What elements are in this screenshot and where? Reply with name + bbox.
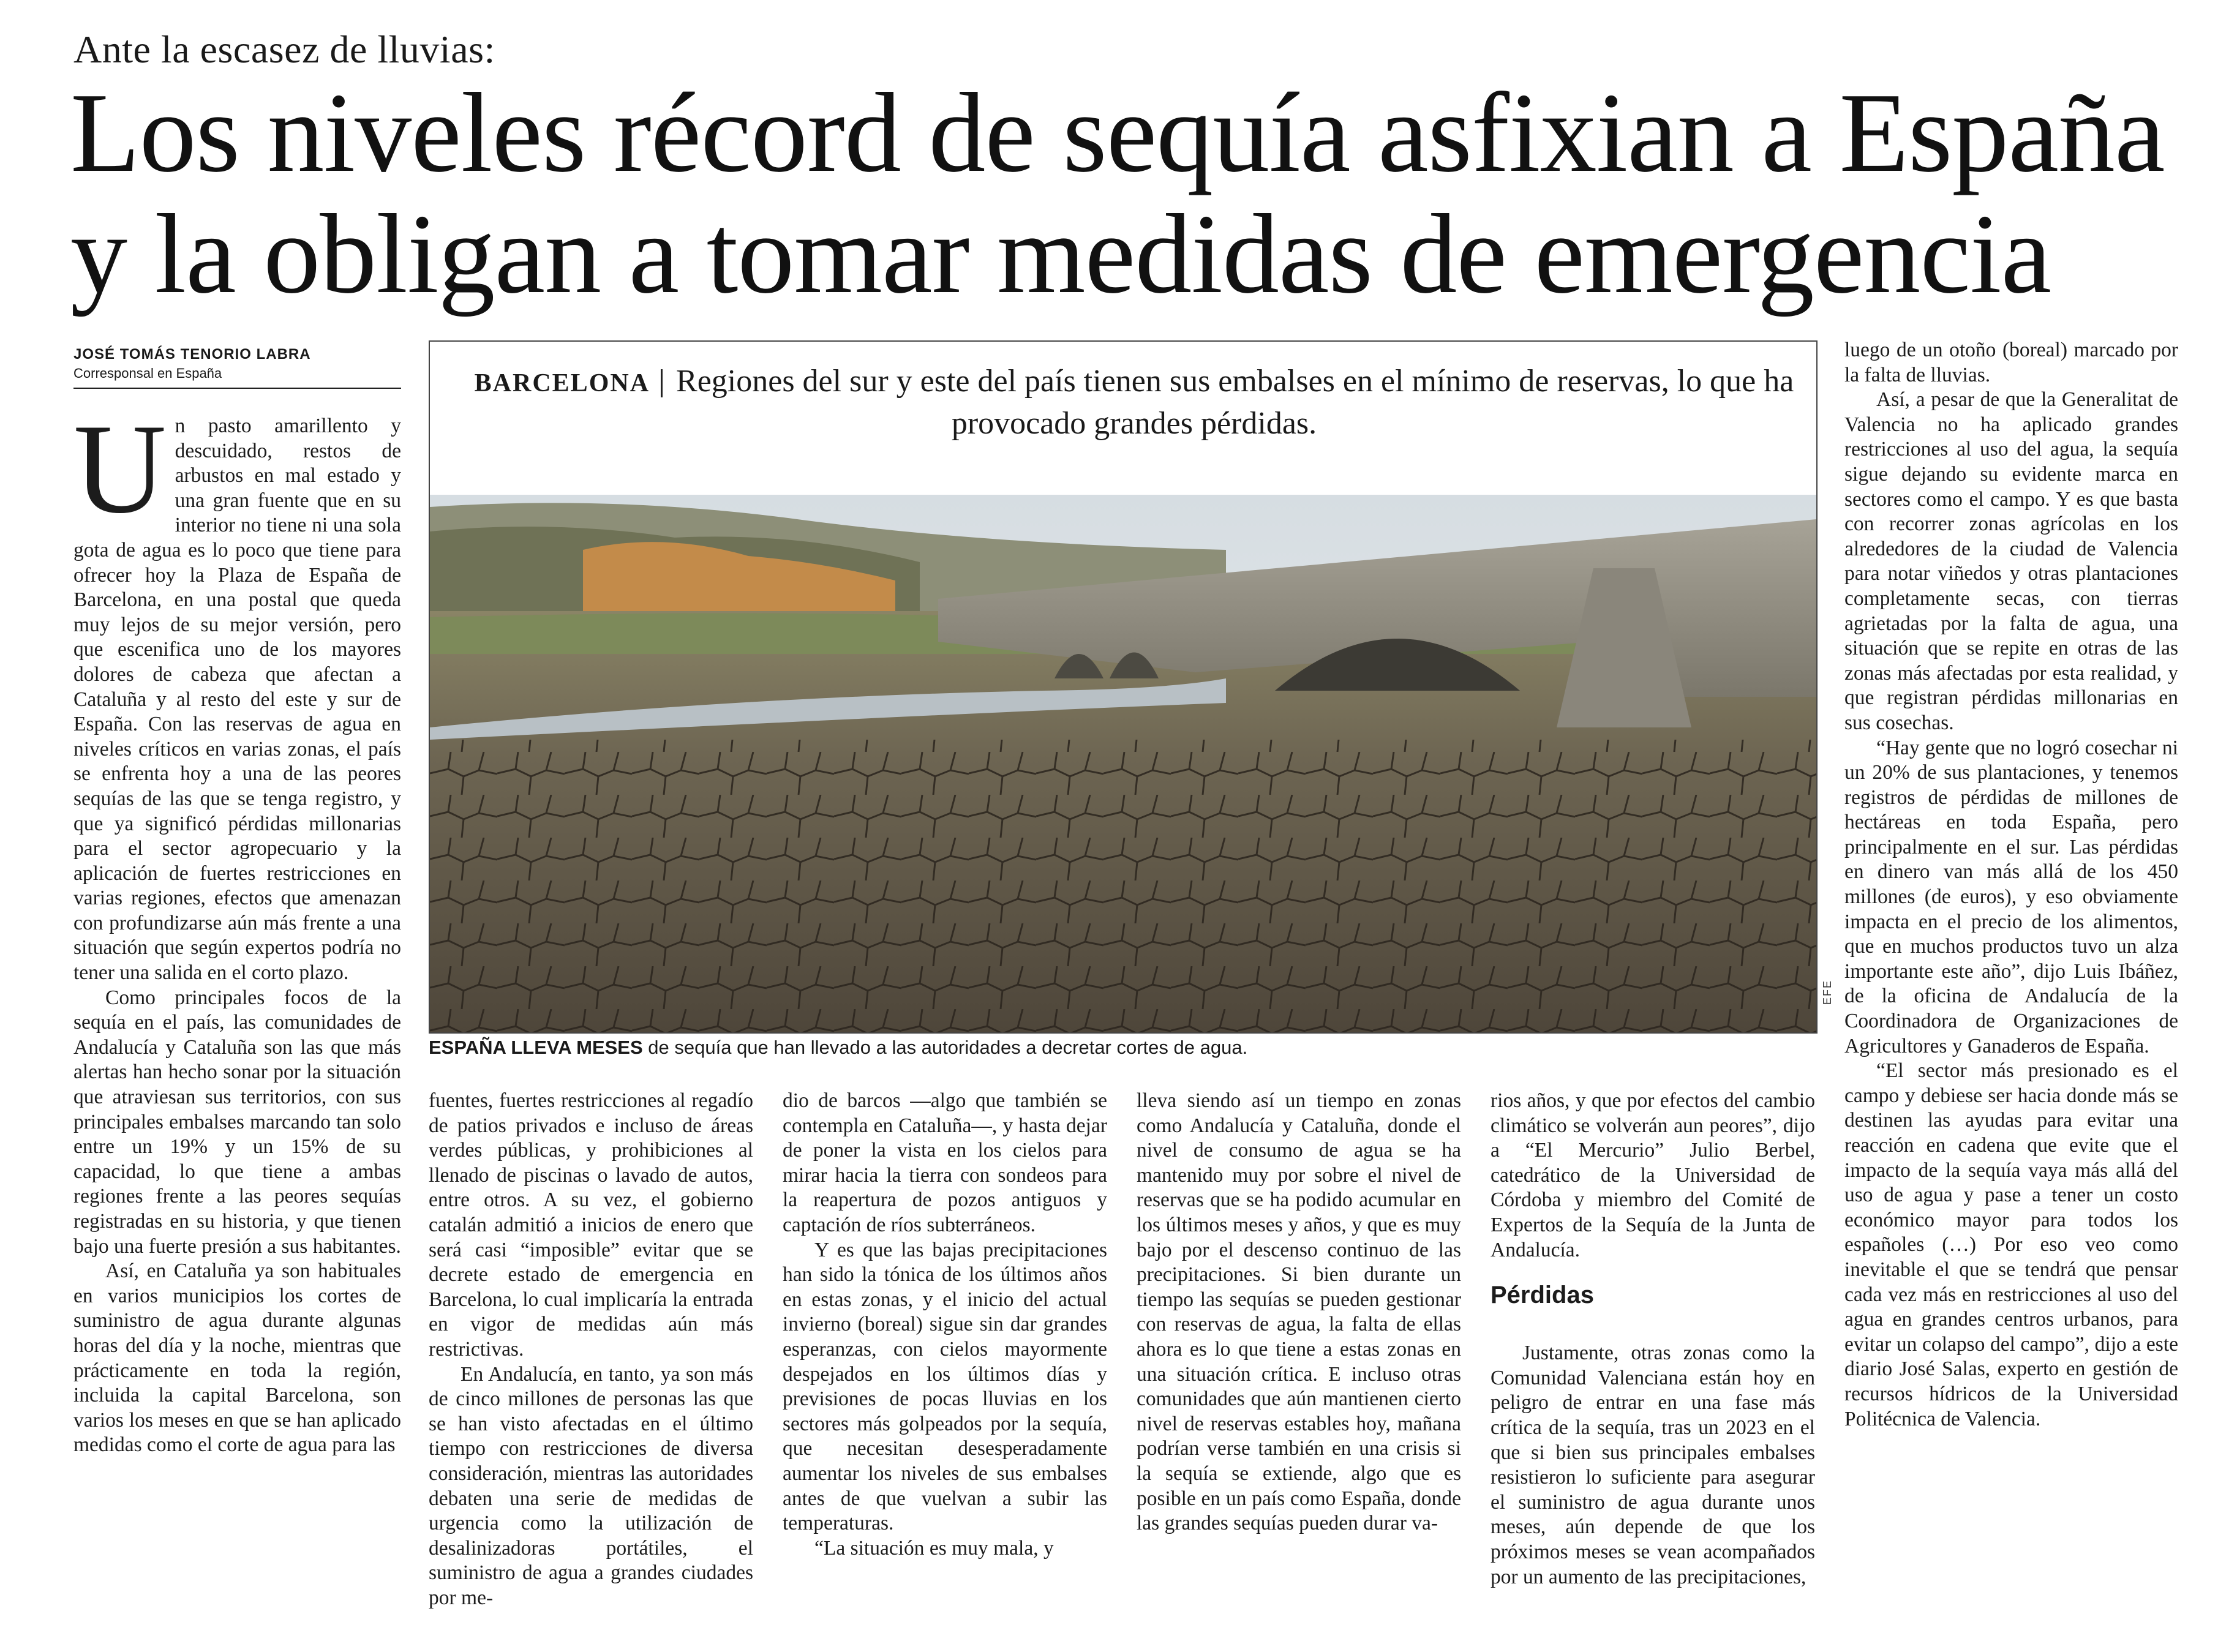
paragraph-5: En Andalucía, en tanto, ya son más de cinco millones de personas las que se han visto afectadas en el último tiempo con restricciones de diversa consideración, mientras las autoridades debaten una serie de medidas de urgencia como la utilización de desalinizadoras portátiles, el suministro de agua a grandes ciudades por me- bbox=[429, 1362, 753, 1609]
deck-text: Regiones del sur y este del país tienen sus embalses en el mínimo de reservas, lo que ha provocado grandes pérdidas. bbox=[676, 364, 1794, 441]
paragraph-15: “El sector más presionado es el campo y debiese ser hacia donde más se destinen las ayudas para evitar una reacción en cadena que evite que el impacto de la sequía vaya más allá del uso de agua y pase a tener un costo económico mayor para todos los españoles (…) Por eso veo como inevitable el que se tendrá que pensar cada vez más en restricciones al uso del agua en grandes centros urbanos, para evitar un colapso del campo”, dijo a este diario José Salas, experto en gestión de recursos hídricos de la Universidad Politécnica de Valencia. bbox=[1844, 1059, 2178, 1430]
column-3 bbox=[783, 1089, 1107, 1561]
paragraph-7: Y es que las bajas precipitaciones han sido la tónica de los últimos años en estas zonas, y el inicio del actual invierno (boreal) sigue sin dar grandes esperanzas, con cielos mayormente despejados en los últimos días y previsiones de pocas lluvias en los sectores más golpeados por la sequía, que necesitan desesperadamente aumentar los niveles de sus embalses antes de que vuelvan a subir las temperaturas. bbox=[783, 1238, 1107, 1535]
headline-line-1: Los niveles récord de sequía asfixian a España bbox=[70, 70, 2165, 196]
deck-location: BARCELONA bbox=[475, 369, 663, 397]
paragraph-11: Justamente, otras zonas como la Comunidad Valenciana están hoy en peligro de entrar en una fase más crítica de la sequía, tras un 2023 en el que si bien sus principales embalses resistieron lo suficiente para asegurar el suministro de agua durante unos meses, aún depende de que los próximos meses se vean acompañados por un aumento de las precipitaciones, bbox=[1491, 1342, 1815, 1588]
column-5 bbox=[1491, 1089, 1815, 1590]
byline-divider bbox=[73, 388, 401, 389]
kicker: Ante la escasez de lluvias: bbox=[73, 28, 495, 71]
paragraph-13: Así, a pesar de que la Generalitat de Valencia no ha aplicado grandes restricciones al uso del agua, la sequía sigue dejando su evidente marca en sectores como el campo. Y es que basta con recorrer zonas agrícolas en los alrededores de la ciudad de Valencia para notar viñedos y otras plantaciones completamente secas, con tierras agrietadas por la falta de agua, una situación que se repite en otras de las zonas más afectadas por esta realidad, y que registran pérdidas millonarias en sus cosechas. bbox=[1844, 388, 2178, 734]
author-role: Corresponsal en España bbox=[73, 366, 222, 381]
headline bbox=[70, 72, 2189, 315]
paragraph-8: “La situación es muy mala, y bbox=[814, 1536, 1054, 1560]
column-6 bbox=[1844, 338, 2178, 1432]
subhead-perdidas: Pérdidas bbox=[1491, 1282, 1594, 1309]
paragraph-4: fuentes, fuertes restricciones al regadío de patios privados e incluso de áreas verdes públicas, y prohibiciones al llenado de piscinas o lavado de autos, entre otros. A su vez, el gobierno catalán admitió a inicios de enero que será casi “imposible” evitar que se decrete estado de emergencia en Barcelona, lo cual implicaría la entrada en vigor de medidas aún más restrictivas. bbox=[429, 1089, 753, 1361]
deck bbox=[467, 361, 1802, 444]
column-1 bbox=[73, 398, 401, 1645]
byline bbox=[73, 346, 401, 389]
photo-credit: EFE bbox=[1821, 980, 1833, 1005]
paragraph-10: rios años, y que por efectos del cambio climático se volverán aun peores”, dijo a “El Mercurio” Julio Berbel, catedrático de la Universidad de Córdoba y miembro del Comité de Expertos de la Sequía de la Junta de Andalucía. bbox=[1491, 1089, 1815, 1261]
drought-photo bbox=[430, 495, 1816, 1034]
paragraph-9: lleva siendo así un tiempo en zonas como Andalucía y Cataluña, donde el nivel de consumo de agua se ha mantenido muy por sobre el nivel de reservas que se ha podido acumular en los últimos meses y años, y que es muy bajo por el descenso continuo de las precipitaciones. Si bien durante un tiempo las sequías se pueden gestionar con reservas de agua, la falta de ellas ahora es lo que tiene a estas zonas en una situación crítica. E incluso otras comunidades que aún mantienen cierto nivel de reservas estables hoy, mañana podrían verse también en una crisis si la sequía se extiende, algo que es posible en un país como España, donde las grandes sequías pueden durar va- bbox=[1137, 1089, 1461, 1535]
author-name: JOSÉ TOMÁS TENORIO LABRA bbox=[73, 346, 311, 362]
drop-cap: U bbox=[73, 398, 167, 540]
paragraph-12: luego de un otoño (boreal) marcado por la falta de lluvias. bbox=[1844, 339, 2178, 386]
photo-panel bbox=[429, 340, 1818, 1034]
paragraph-3: Así, en Cataluña ya son habituales en varios municipios los cortes de suministro de agua durante algunas horas del día y la noche, mientras que prácticamente en toda la región, incluida la capital Barcelona, son varios los meses en que se han aplicado medidas como el corte de agua para las bbox=[73, 1260, 401, 1457]
caption-lead: ESPAÑA LLEVA MESES bbox=[429, 1037, 643, 1058]
paragraph-6: dio de barcos —algo que también se contempla en Cataluña—, y hasta dejar de poner la vista en los cielos para mirar hacia la tierra con sondeos para la reapertura de pozos antiguos y captación de ríos subterráneos. bbox=[783, 1089, 1107, 1236]
paragraph-1: n pasto amarillento y descuidado, restos de arbustos en mal estado y una gran fuente que en su interior no tiene ni una sola gota de agua es lo poco que tiene para ofrecer hoy la Plaza de España de Barcelona, en una postal que queda muy lejos de su mejor versión, pero que escenifica uno de los mayores dolores de cabeza que afectan a Cataluña y al resto del este y sur de España. Con las reservas de agua en niveles críticos en varias zonas, el país se enfrenta hoy a una de las peores sequías de las que se tenga registro, y que ya significó pérdidas millonarias para el sector agropecuario y la aplicación de fuertes restricciones en varias regiones, efectos que amenazan con profundizarse aún más frente a una situación que según expertos podría no tener una salida en el corto plazo. bbox=[73, 415, 401, 985]
caption-text: de sequía que han llevado a las autoridades a decretar cortes de agua. bbox=[642, 1037, 1248, 1058]
column-4 bbox=[1137, 1089, 1461, 1536]
headline-line-2: y la obligan a tomar medidas de emergencia bbox=[70, 191, 2051, 317]
column-2 bbox=[429, 1089, 753, 1610]
paragraph-2: Como principales focos de la sequía en el país, las comunidades de Andalucía y Cataluña son las que más alertas han hecho sonar por la situación que atraviesan sus territorios, con sus principales embalses marcando tan solo entre un 19% y un 15% de su capacidad, lo que tiene a ambas regiones frente a las peores sequías registradas en su historia, y que tienen bajo una fuerte presión a sus habitantes. bbox=[73, 986, 401, 1258]
photo-caption bbox=[429, 1036, 1819, 1059]
paragraph-14: “Hay gente que no logró cosechar ni un 20% de sus plantaciones, y tenemos registros de pérdidas de millones de hectáreas en toda España, pero principalmente en el sur. Las pérdidas en dinero van más allá de los 450 millones (de euros), y eso obviamente impacta en el precio de los alimentos, que en muchos productos tuvo un alza importante este año”, dijo Luis Ibáñez, de la oficina de Andalucía de la Coordinadora de Organizaciones de Agricultores y Ganaderos de España. bbox=[1844, 736, 2178, 1057]
